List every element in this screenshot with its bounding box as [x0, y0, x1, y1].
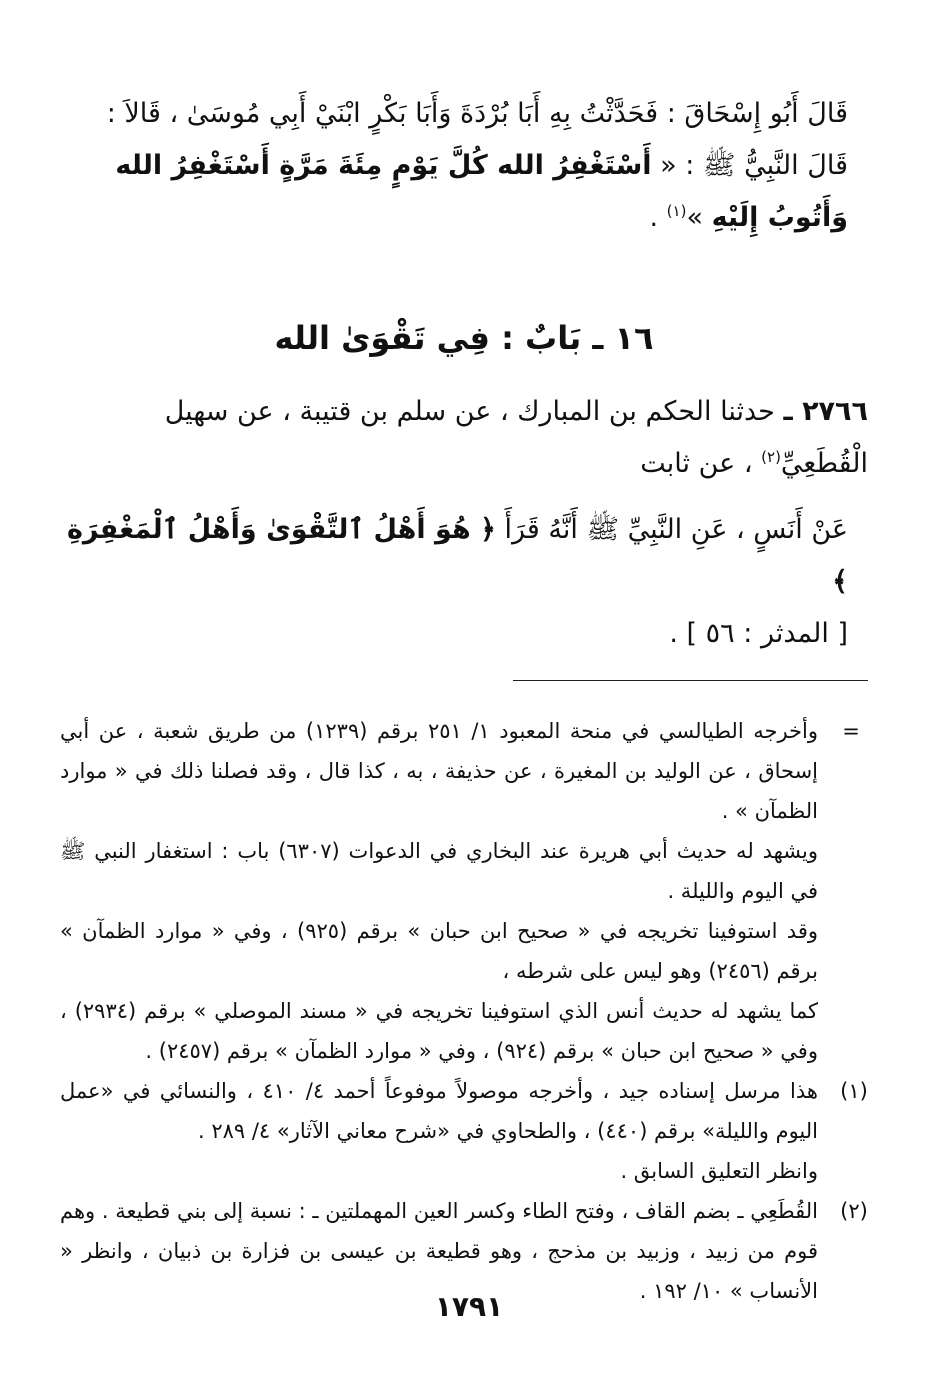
- book-page: [60, 88, 868, 1311]
- footnote-paragraph: هذا مرسل إسناده جيد ، وأخرجه موصولاً موفوعاً أحمد ٤/ ٤١٠ ، والنسائي في «عمل اليوم والليلة» برقم (٤٤٠) ، والطحاوي في «شرح معاني الآثار» ٤/ ٢٨٩ .: [60, 1079, 818, 1143]
- text-segment: .: [649, 202, 667, 233]
- footnote-reference[interactable]: (٢): [761, 448, 781, 466]
- text-line: قَالَ أَبُو إِسْحَاقَ : فَحَدَّثْتُ بِهِ أَبَا بُرْدَةَ وَأَبَا بَكْرٍ ابْنَيْ أَبِي مُوسَىٰ ، قَالاَ :: [106, 98, 848, 129]
- text-line: [60, 140, 848, 244]
- text-line: [60, 386, 868, 438]
- hadith-matn: [60, 504, 848, 660]
- footnote-paragraph: وقد استوفينا تخريجه في « صحيح ابن حبان » برقم (٩٢٥) ، وفي « موارد الظمآن » برقم (٢٤٥٦) وهو ليس على شرطه ،: [60, 919, 818, 983]
- footnote-marker: (١): [840, 1079, 868, 1103]
- footnote-reference[interactable]: (١): [666, 202, 687, 220]
- footnote-divider: [513, 680, 868, 681]
- quran-citation: [ المدثر : ٥٦ ] .: [669, 618, 848, 649]
- isnad-text: ، عن ثابت: [640, 448, 762, 479]
- quran-verse: ﴿ هُوَ أَهْلُ ٱلتَّقْوَىٰ وَأَهْلُ ٱلْمَغْفِرَةِ ﴾: [66, 514, 848, 597]
- footnote-continuation: [60, 711, 868, 1071]
- hadith-quote: أَسْتَغْفِرُ الله كُلَّ يَوْمٍ مِئَةَ مَرَّةٍ أَسْتَغْفِرُ الله وَأَتُوبُ إِلَيْهِ: [115, 150, 848, 233]
- footnote-paragraph: ويشهد له حديث أبي هريرة عند البخاري في الدعوات (٦٣٠٧) باب : استغفار النبي ﷺ في اليوم والليلة .: [60, 839, 818, 903]
- matn-text: عَنْ أَنَسٍ ، عَنِ النَّبِيِّ ﷺ أَنَّهُ قَرَأَ: [495, 514, 848, 545]
- hadith-isnad: [60, 386, 868, 490]
- isnad-text: الْقُطَعِيِّ: [780, 448, 868, 479]
- hadith-continuation-paragraph: [60, 88, 848, 244]
- hadith-number: ٢٧٦٦ ـ: [783, 396, 868, 427]
- footnote-paragraph: وأخرجه الطيالسي في منحة المعبود ١/ ٢٥١ برقم (١٢٣٩) من طريق شعبة ، عن أبي إسحاق ، عن الوليد بن المغيرة ، عن حذيفة ، به ، كذا قال ، وقد فصلنا ذلك في « موارد الظمآن » .: [60, 719, 818, 823]
- text-segment: »: [686, 202, 712, 233]
- footnote-paragraph: وانظر التعليق السابق .: [620, 1159, 818, 1183]
- continuation-marker: =: [842, 719, 860, 743]
- footnotes-section: [60, 711, 868, 1311]
- footnote-paragraph: القُطَعِي ـ بضم القاف ، وفتح الطاء وكسر العين المهملتين ـ : نسبة إلى بني قطيعة . وهم قوم من زبيد ، وزبيد بن مذحج ، وهو قطيعة بن عيسى بن فزارة بن ذبيان ، وانظر « الأنساب » ١٠/ ١٩٢ .: [60, 1199, 818, 1303]
- text-line: [60, 438, 868, 490]
- isnad-text: حدثنا الحكم بن المبارك ، عن سلم بن قتيبة ، عن سهيل: [164, 396, 784, 427]
- footnote-paragraph: كما يشهد له حديث أنس الذي استوفينا تخريجه في « مسند الموصلي » برقم (٢٩٣٤) ، وفي « صحيح ابن حبان » برقم (٩٢٤) ، وفي « موارد الظمآن » برقم (٢٤٥٧) .: [60, 999, 818, 1063]
- text-segment: قَالَ النَّبِيُّ ﷺ : «: [651, 150, 848, 181]
- footnote-1: [60, 1071, 868, 1191]
- footnote-marker: (٢): [840, 1199, 868, 1223]
- chapter-heading: ١٦ ـ بَابٌ : فِي تَقْوَىٰ الله: [274, 319, 654, 357]
- page-number: ١٧٩١: [434, 1290, 504, 1323]
